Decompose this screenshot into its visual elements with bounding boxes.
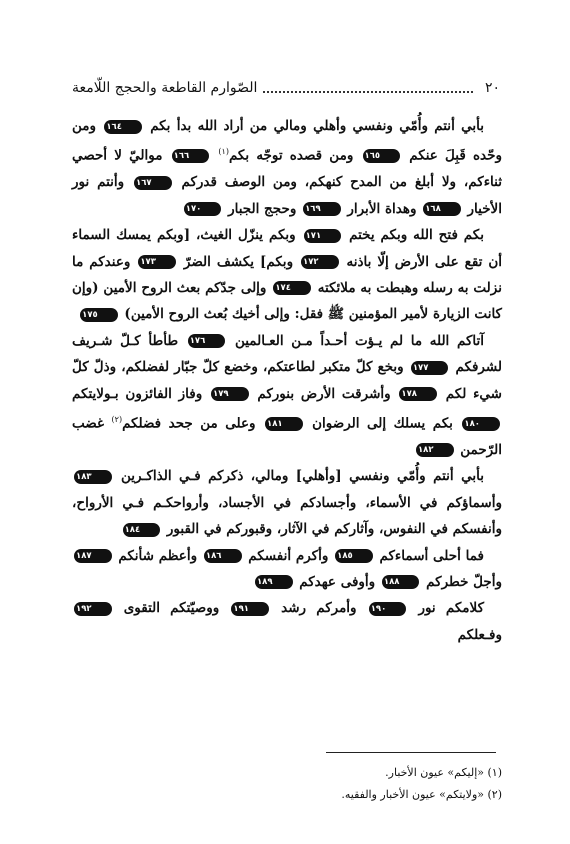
text-run: وفـعلكم [457, 626, 502, 643]
text-run: كلامكم نور [408, 600, 484, 617]
verse-number-badge: ١٨٣ [74, 470, 112, 484]
verse-number-badge: ١٦٥ [363, 149, 401, 163]
text-run: غضب الرّحمن [72, 415, 502, 458]
text-run: وأسماؤكم في الأسماء، وأجسادكم في الأجساد، وأرواحكـم فـي الأرواح، وأنفسكم في النفوس، وآثاركم في الآثار، وقبوركم في القبور [72, 494, 502, 538]
text-run: بأبي أنتم وأُمّي ونفسي [وأهلي] ومالي، ذكركم فـي الذاكـرين [113, 468, 484, 485]
paragraph [72, 463, 502, 542]
text-run: مواليّ لا أحصي ثناءكم، ولا أبلغ من المدح كنهكم، ومن الوصف قدركم [72, 147, 502, 191]
verse-number-badge: ١٦٦ [172, 149, 210, 163]
verse-number-badge: ١٧١ [304, 229, 342, 243]
text-run: وأوفى عهدكم [294, 573, 380, 590]
paragraph [72, 222, 502, 328]
footnotes [72, 762, 502, 806]
text-run: وبخع كلّ متكبر لطاعتكم، وخضع كلّ جبّار لفضلكم، وذلّ كلّ شيء لكم [72, 359, 502, 402]
running-header [72, 78, 500, 98]
text-run: وأنتم نور الأخيار [72, 174, 502, 217]
text-run: فما أحلى أسماءكم [374, 547, 484, 564]
text-run: وأكرم أنفسكم [243, 547, 334, 564]
verse-number-badge: ١٨٥ [335, 549, 373, 563]
footnote-ref: (١) [218, 147, 229, 157]
verse-number-badge: ١٩٢ [74, 602, 112, 616]
text-run: وعندكم ما نزلت به رسله وهبطت به ملائكته [72, 253, 502, 296]
verse-number-badge: ١٧٤ [273, 281, 311, 295]
text-run: ووصيّتكم التقوى [113, 600, 230, 617]
verse-number-badge: ١٧٠ [184, 202, 222, 216]
verse-number-badge: ١٨٠ [462, 417, 500, 431]
verse-number-badge: ١٩٠ [369, 602, 407, 616]
text-run: وأجلّ خطركم [421, 573, 502, 590]
verse-number-badge: ١٧٧ [411, 361, 449, 375]
paragraph [72, 543, 502, 596]
text-run: ومن قصده توجّه بكم [228, 147, 361, 164]
verse-number-badge: ١٨١ [265, 417, 303, 431]
footnote-ref: (٢) [111, 414, 123, 424]
header-title: الصّوارم القاطعة والحجج اللّامعة [72, 80, 258, 96]
verse-number-badge: ١٧٩ [211, 387, 249, 401]
verse-number-badge: ١٦٤ [104, 120, 142, 134]
text-run: وأعظم شأنكم [113, 547, 202, 564]
text-run: وأشرقت الأرض بنوركم [250, 385, 398, 402]
text-run: وعلى من جحد فضلكم [122, 415, 264, 432]
footnote-separator [326, 752, 496, 753]
verse-number-badge: ١٨٧ [74, 549, 112, 563]
verse-number-badge: ١٧٢ [301, 255, 339, 269]
text-run: وهداة الأبرار [342, 200, 422, 217]
text-run: وبكم] يكشف الضرّ [177, 253, 300, 270]
text-run: آتاكم الله ما لم يـؤت أحـداً مـن العـالمين [227, 332, 484, 349]
verse-number-badge: ١٦٧ [134, 176, 172, 190]
text-run: وحجج الجبار [223, 200, 302, 217]
text-run: وأمركم رشد [271, 600, 367, 617]
verse-number-badge: ١٨٤ [123, 523, 161, 537]
text-run: وبكم ينزّل الغيث، [وبكم يمسك السماء أن تقع على الأرض إلّا باذنه [72, 227, 503, 270]
footnote-2: (٢) «ولايتكم» عيون الأخبار والفقيه. [341, 788, 502, 801]
verse-number-badge: ١٧٦ [188, 334, 226, 348]
text-run: وإلى جدّكم بعث الروح الأمين (وإن كانت الزيارة لأمير المؤمنين ﷺ فقل: وإلى أخيك بُعث الروح الأمين) [72, 279, 502, 323]
header-dotted-leader [263, 91, 473, 93]
verse-number-badge: ١٧٣ [138, 255, 176, 269]
verse-number-badge: ١٨٨ [382, 575, 420, 589]
verse-number-badge: ١٩١ [231, 602, 269, 616]
verse-number-badge: ١٧٨ [399, 387, 437, 401]
text-run: وفاز الفائزون بـولايتكم [72, 385, 210, 402]
verse-number-badge: ١٨٩ [255, 575, 293, 589]
text-run: بكم فتح الله وبكم يختم [343, 227, 485, 244]
text-run: ومن وحّده قَبِلَ عنكم [72, 118, 502, 164]
verse-number-badge: ١٦٩ [303, 202, 341, 216]
verse-number-badge: ١٨٢ [416, 443, 454, 457]
paragraph [72, 595, 502, 648]
verse-number-badge: ١٧٥ [80, 308, 118, 322]
paragraph [72, 113, 502, 222]
footnote-1: (١) «إليكم» عيون الأخبار. [385, 766, 502, 779]
verse-number-badge: ١٨٦ [204, 549, 242, 563]
main-text [72, 113, 502, 648]
text-run: بأبي أنتم وأُمّي ونفسي وأهلي ومالي من أراد الله بدأ بكم [143, 118, 484, 134]
text-run: طأطأ كـلّ شـريف لشرفكم [72, 332, 502, 376]
page-number: ٢٠ [484, 80, 500, 96]
paragraph [72, 328, 502, 464]
text-run: بكم يسلك إلى الرضوان [304, 415, 461, 432]
verse-number-badge: ١٦٨ [423, 202, 461, 216]
